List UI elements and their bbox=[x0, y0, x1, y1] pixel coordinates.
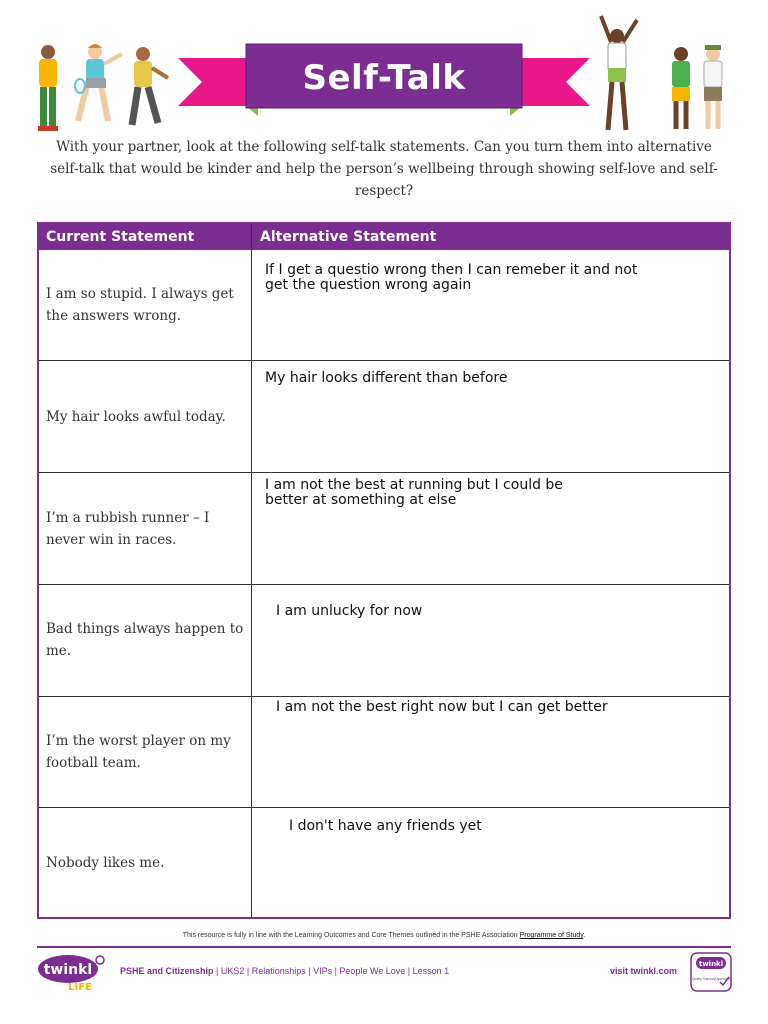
twinkl-life-logo bbox=[36, 952, 108, 992]
children-illustration-right bbox=[595, 12, 740, 134]
table-header bbox=[39, 224, 729, 250]
alternative-statement-field[interactable]: I am not the best at running but I could be better at something at else bbox=[265, 477, 563, 508]
programme-of-study-link[interactable]: Programme of Study bbox=[519, 932, 584, 939]
current-statement: I am so stupid. I always get the answers wrong. bbox=[46, 286, 234, 324]
header-current-statement: Current Statement bbox=[46, 229, 195, 245]
pshe-footnote bbox=[0, 932, 768, 939]
badge-text-twinkl: twinkl bbox=[698, 960, 724, 968]
subject-details: | UKS2 | Relationships | VIPs | People We Love | Lesson 1 bbox=[213, 966, 450, 976]
footnote-text: This resource is fully in line with the Learning Outcomes and Core Themes outlined in the PSHE Association bbox=[182, 932, 518, 939]
alternative-statement-field[interactable]: I don't have any friends yet bbox=[289, 818, 482, 834]
alternative-statement-field[interactable]: I am unlucky for now bbox=[276, 603, 423, 619]
quality-standard-badge bbox=[690, 952, 732, 992]
footer-subject-line bbox=[120, 966, 449, 976]
logo-text-life: LIFE bbox=[68, 982, 92, 992]
alternative-statement-field[interactable]: I am not the best right now but I can get better bbox=[276, 699, 608, 715]
visit-twinkl-link[interactable]: visit twinkl.com bbox=[610, 966, 678, 976]
table-row bbox=[39, 473, 729, 585]
children-illustration-left bbox=[30, 40, 180, 135]
current-statement: Nobody likes me. bbox=[46, 855, 165, 871]
footer-divider bbox=[37, 946, 731, 948]
badge-text-quality: Quality Standard Approved bbox=[691, 977, 731, 981]
current-statement: I’m the worst player on my football team. bbox=[46, 733, 231, 771]
current-statement: I’m a rubbish runner – I never win in races. bbox=[46, 510, 210, 548]
table-row bbox=[39, 808, 729, 917]
alternative-statement-field[interactable]: My hair looks different than before bbox=[265, 370, 508, 386]
table-row bbox=[39, 250, 729, 361]
self-talk-table bbox=[37, 222, 731, 919]
alternative-statement-field[interactable]: If I get a questio wrong then I can remeber it and not get the question wrong again bbox=[265, 262, 638, 293]
footnote-end: . bbox=[583, 932, 586, 939]
current-statement: My hair looks awful today. bbox=[46, 409, 226, 425]
instructions: With your partner, look at the following self-talk statements. Can you turn them into alternative self-talk that would be kinder and help the person’s wellbeing through showing self-love and self-respect? bbox=[50, 139, 718, 199]
current-statement: Bad things always happen to me. bbox=[46, 621, 244, 659]
header-alternative-statement: Alternative Statement bbox=[260, 229, 437, 245]
title-banner bbox=[178, 42, 590, 122]
logo-text-twinkl: twinkl bbox=[43, 962, 93, 978]
page-title: Self-Talk bbox=[302, 58, 466, 98]
subject-name: PSHE and Citizenship bbox=[120, 966, 214, 976]
table-row bbox=[39, 361, 729, 473]
table-row bbox=[39, 585, 729, 697]
table-row bbox=[39, 697, 729, 808]
